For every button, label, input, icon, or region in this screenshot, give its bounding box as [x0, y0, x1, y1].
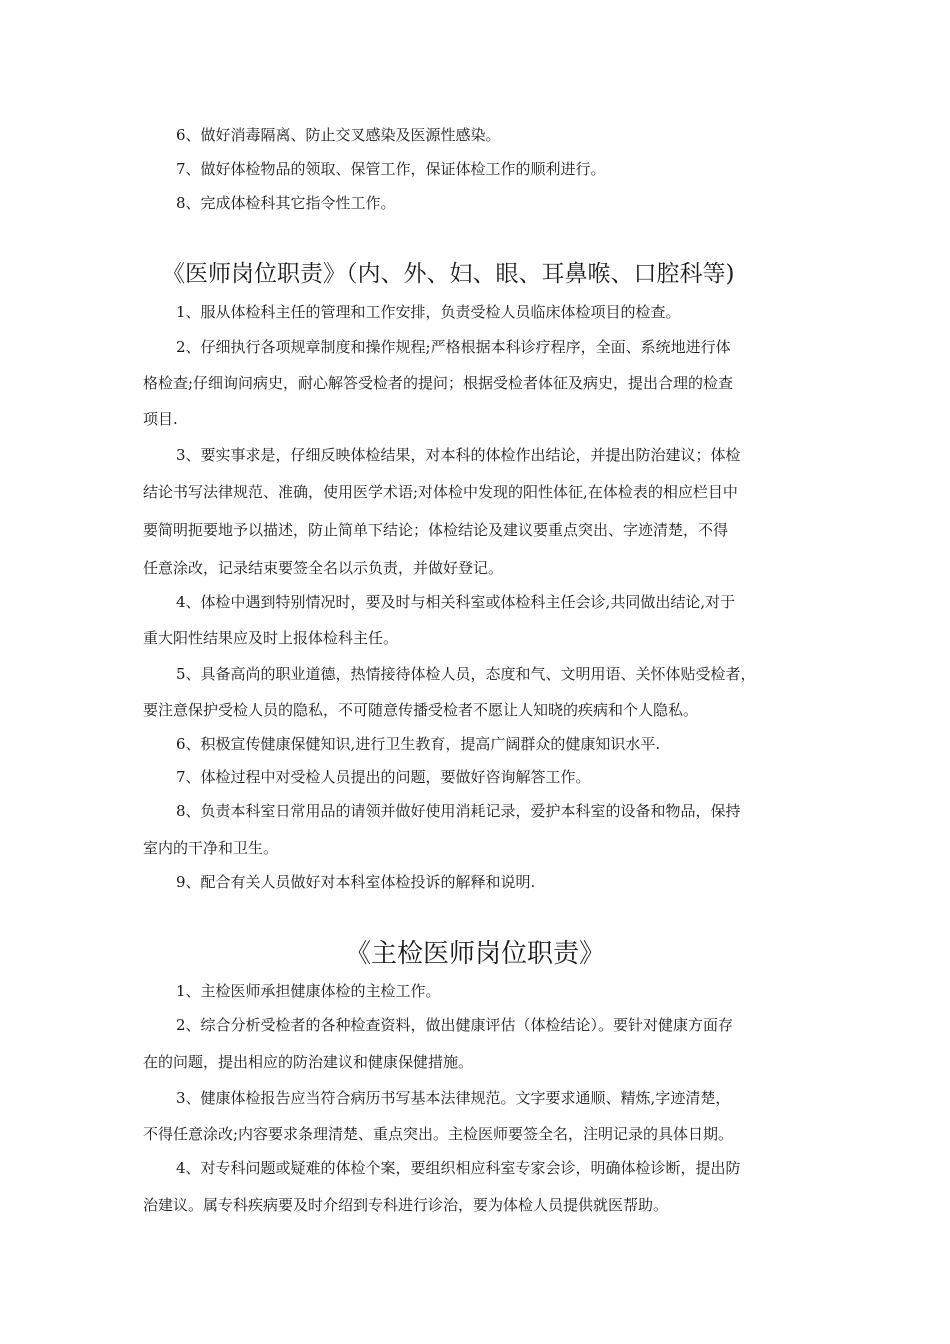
doctor-line: 任意涂改，记录结束要签全名以示负责，并做好登记。	[143, 559, 504, 577]
chief-line: 治建议。属专科疾病要及时介绍到专科进行诊治，要为体检人员提供就医帮助。	[143, 1196, 669, 1214]
chief-line: 1、主检医师承担健康体检的主检工作。	[176, 982, 441, 1000]
chief-line: 不得任意涂改;内容要求条理清楚、重点突出。主检医师要签全名，注明记录的具体日期。	[143, 1125, 734, 1143]
chief-line: 4、对专科问题或疑难的体检个案，要组织相应科室专家会诊，明确体检诊断，提出防	[176, 1159, 741, 1177]
doctor-line: 2、仔细执行各项规章制度和操作规程;严格根据本科诊疗程序，全面、系统地进行体	[176, 338, 731, 356]
doctor-line: 重大阳性结果应及时上报体检科主任。	[143, 629, 399, 647]
chief-line: 2、综合分析受检者的各种检查资料，做出健康评估（体检结论）。要针对健康方面存	[176, 1016, 734, 1034]
chief-line: 3、健康体检报告应当符合病历书写基本法律规范。文字要求通顺、精炼,字迹清楚，	[176, 1089, 731, 1107]
doctor-line: 9、配合有关人员做好对本科室体检投诉的解释和说明.	[176, 873, 536, 891]
doctor-line: 室内的干净和卫生。	[143, 839, 279, 857]
doctor-line: 3、要实事求是，仔细反映体检结果，对本科的体检作出结论，并提出防治建议；体检	[176, 446, 741, 464]
doctor-line: 要注意保护受检人员的隐私，不可随意传播受检者不愿让人知晓的疾病和个人隐私。	[143, 701, 699, 719]
chief-section-title: 《主检医师岗位职责》	[344, 939, 605, 969]
doctor-line: 7、体检过程中对受检人员提出的问题，要做好咨询解答工作。	[176, 768, 591, 786]
top-item-6: 6、做好消毒隔离、防止交叉感染及医源性感染。	[176, 126, 501, 144]
top-item-7: 7、做好体检物品的领取、保管工作，保证体检工作的顺利进行。	[176, 160, 606, 178]
doctor-line: 4、体检中遇到特别情况时，要及时与相关科室或体检科主任会诊,共同做出结论,对于	[176, 593, 736, 611]
top-item-8: 8、完成体检科其它指令性工作。	[176, 194, 396, 212]
doctor-line: 格检查;仔细询问病史，耐心解答受检者的提问；根据受检者体征及病史，提出合理的检查	[143, 374, 734, 392]
chief-line: 在的问题，提出相应的防治建议和健康保健措施。	[143, 1053, 474, 1071]
doctor-line: 8、负责本科室日常用品的请领并做好使用消耗记录，爱护本科室的设备和物品，保持	[176, 802, 741, 820]
doctor-line: 要简明扼要地予以描述，防止简单下结论；体检结论及建议要重点突出、字迹清楚，不得	[143, 521, 729, 539]
doctor-section-title: 《医师岗位职责》（内、外、妇、眼、耳鼻喉、口腔科等)	[162, 261, 735, 287]
doctor-line: 结论书写法律规范、准确，使用医学术语;对体检中发现的阳性体征,在体检表的相应栏目中	[143, 483, 738, 501]
doctor-line: 项目.	[143, 410, 178, 428]
doctor-line: 5、具备高尚的职业道德，热情接待体检人员，态度和气、文明用语、关怀体贴受检者，	[176, 665, 756, 683]
doctor-line: 6、积极宣传健康保健知识,进行卫生教育，提高广阔群众的健康知识水平.	[176, 735, 661, 753]
doctor-line: 1、服从体检科主任的管理和工作安排，负责受检人员临床体检项目的检查。	[176, 303, 681, 321]
